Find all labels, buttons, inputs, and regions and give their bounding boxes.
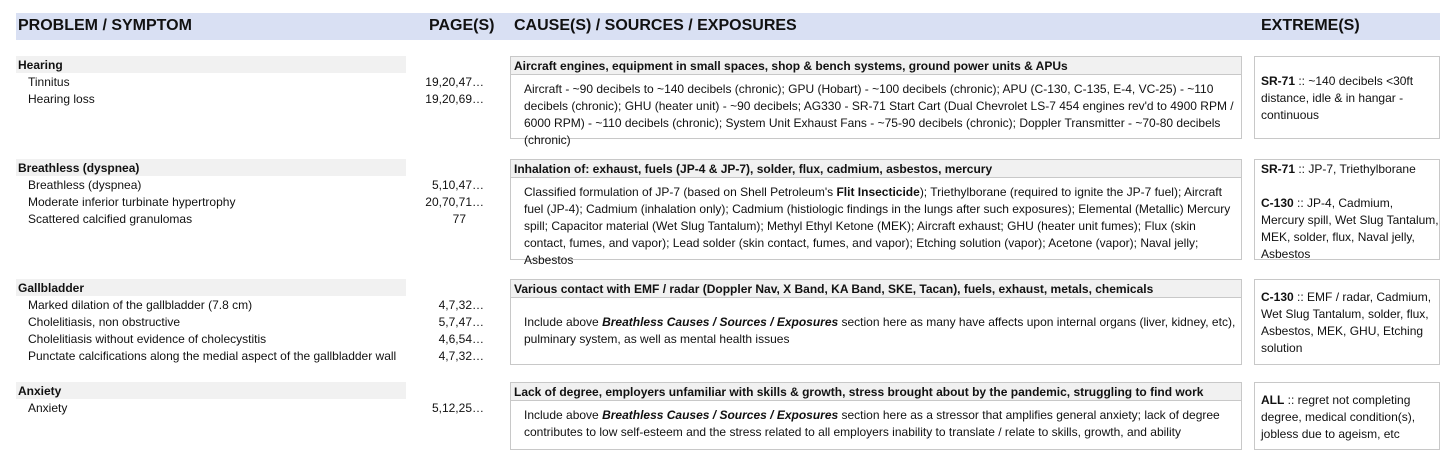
symptom-pages: 4,6,54… [438, 332, 484, 346]
cause-title: Various contact with EMF / radar (Doppler Nav, X Band, KA Band, SKE, Tacan), fuels, exhaust, metals, chemicals [510, 279, 1242, 298]
extreme-label: ALL [1261, 393, 1285, 407]
symptom-pages: 5,12,25… [431, 401, 484, 415]
extreme-entry [1261, 195, 1439, 263]
extreme-label: SR-71 [1261, 74, 1296, 88]
symptom-item: Tinnitus [28, 75, 70, 89]
extreme-entry [1261, 289, 1439, 357]
symptom-pages: 19,20,47… [425, 75, 484, 89]
symptom-item: Moderate inferior turbinate hypertrophy [28, 195, 236, 209]
symptom-item: Punctate calcifications along the medial aspect of the gallbladder wall [28, 349, 397, 363]
cause-body [524, 314, 1236, 348]
header-causes: CAUSE(S) / SOURCES / EXPOSURES [514, 17, 797, 34]
extreme-label: C-130 [1261, 290, 1294, 304]
cause-body-post: ); Triethylborane (required to ignite the JP-7 fuel); Aircraft fuel (JP-4); Cadmium (inhalation only); Cadmium (histiologic findings in the lungs after such exposures); Elemental (Metallic) Mercury spill; Capacitor material (Wet Slug Tantalum); Methyl Ethyl Ketone (MEK); Aircraft exhaust; GHU (heater unit fumes); Flux (skin contact, fumes, and vapor); Lead solder (skin contact, fumes, and vapor); Etching solution (vapor); Acetone (vapor); Naval jelly; Asbestos [524, 185, 1231, 267]
extreme-text: :: JP-4, Cadmium, Mercury spill, Wet Slug Tantalum, MEK, solder, flux, Naval jelly, Asbestos [1261, 196, 1439, 261]
header-problem: PROBLEM / SYMPTOM [18, 17, 192, 34]
symptom-pages: 5,7,47… [438, 315, 484, 329]
category-title: Gallbladder [18, 281, 85, 295]
symptom-item: Scattered calcified granulomas [28, 212, 193, 226]
cause-body-post: section here as many have affects upon internal organs (liver, kidney, etc), pulminary system, as well as mental health issues [524, 315, 1236, 346]
extreme-text: :: EMF / radar, Cadmium, Wet Slug Tantalum, solder, flux, Asbestos, MEK, GHU, Etching solution [1261, 290, 1432, 355]
symptom-pages: 20,70,71… [425, 195, 484, 209]
cause-title: Inhalation of: exhaust, fuels (JP-4 & JP-7), solder, flux, cadmium, asbestos, mercury [510, 159, 1242, 178]
cause-body [524, 184, 1236, 269]
cause-body [524, 407, 1236, 441]
extreme-label: C-130 [1261, 196, 1294, 210]
symptom-pages: 4,7,32… [438, 298, 484, 312]
symptom-item: Anxiety [28, 401, 68, 415]
header-pages: PAGE(S) [429, 17, 495, 34]
extreme-text: :: regret not completing degree, medical condition(s), jobless due to ageism, etc [1261, 393, 1416, 441]
category-title: Breathless (dyspnea) [18, 161, 140, 175]
cause-body-bold: Flit Insecticide [836, 185, 920, 199]
extreme-text: :: ~140 decibels <30ft distance, idle & in hangar - continuous [1261, 74, 1414, 122]
category-title: Anxiety [18, 384, 62, 398]
symptom-item: Cholelitiasis, non obstructive [28, 315, 181, 329]
extreme-entry [1261, 73, 1439, 124]
cause-body-bold: Breathless Causes / Sources / Exposures [602, 408, 839, 422]
cause-body-pre: Classified formulation of JP-7 (based on Shell Petroleum's [524, 185, 837, 199]
cause-body: Aircraft - ~90 decibels to ~140 decibels (chronic); GPU (Hobart) - ~100 decibels (chronic); APU (C-130, C-135, E-4, VC-25) - ~110 decibels (chronic); GHU (heater unit) - ~90 decibels; AG330 - SR-71 Start Cart (Dual Chevrolet LS-7 454 engines rev'd to 4900 RPM / 6000 RPM) - ~110 decibels (chronic); System Unit Exhaust Fans - ~75-90 decibels (chronic); Doppler Transmitter - ~70-80 decibels (chronic) [524, 82, 1234, 147]
category-band [16, 382, 406, 399]
symptom-pages: 4,7,32… [438, 349, 484, 363]
symptom-item: Marked dilation of the gallbladder (7.8 cm) [28, 298, 253, 312]
symptom-pages: 19,20,69… [425, 92, 484, 106]
cause-body-pre: Include above [524, 315, 603, 329]
cause-body-bold: Breathless Causes / Sources / Exposures [602, 315, 839, 329]
cause-body-pre: Include above [524, 408, 603, 422]
extreme-entry [1261, 161, 1439, 178]
header-extremes: EXTREME(S) [1261, 17, 1360, 34]
extreme-text: :: JP-7, Triethylborane [1295, 162, 1416, 176]
cause-title: Aircraft engines, equipment in small spaces, shop & bench systems, ground power units & APUs [510, 56, 1242, 75]
symptom-pages: 5,10,47… [431, 178, 484, 192]
symptom-item: Cholelitiasis without evidence of cholecystitis [28, 332, 267, 346]
category-band [16, 56, 406, 73]
cause-title: Lack of degree, employers unfamiliar with skills & growth, stress brought about by the pandemic, struggling to find work [510, 382, 1242, 401]
symptom-item: Hearing loss [28, 92, 95, 106]
symptom-pages: 77 [452, 212, 466, 226]
category-title: Hearing [18, 58, 63, 72]
cause-body-post: section here as a stressor that amplifies general anxiety; lack of degree contributes to low self-esteem and the stress related to all employers inability to translate / relate to skills, growth, and ability [524, 408, 1220, 439]
extreme-label: SR-71 [1261, 162, 1296, 176]
symptom-item: Breathless (dyspnea) [28, 178, 142, 192]
extreme-entry [1261, 392, 1439, 443]
